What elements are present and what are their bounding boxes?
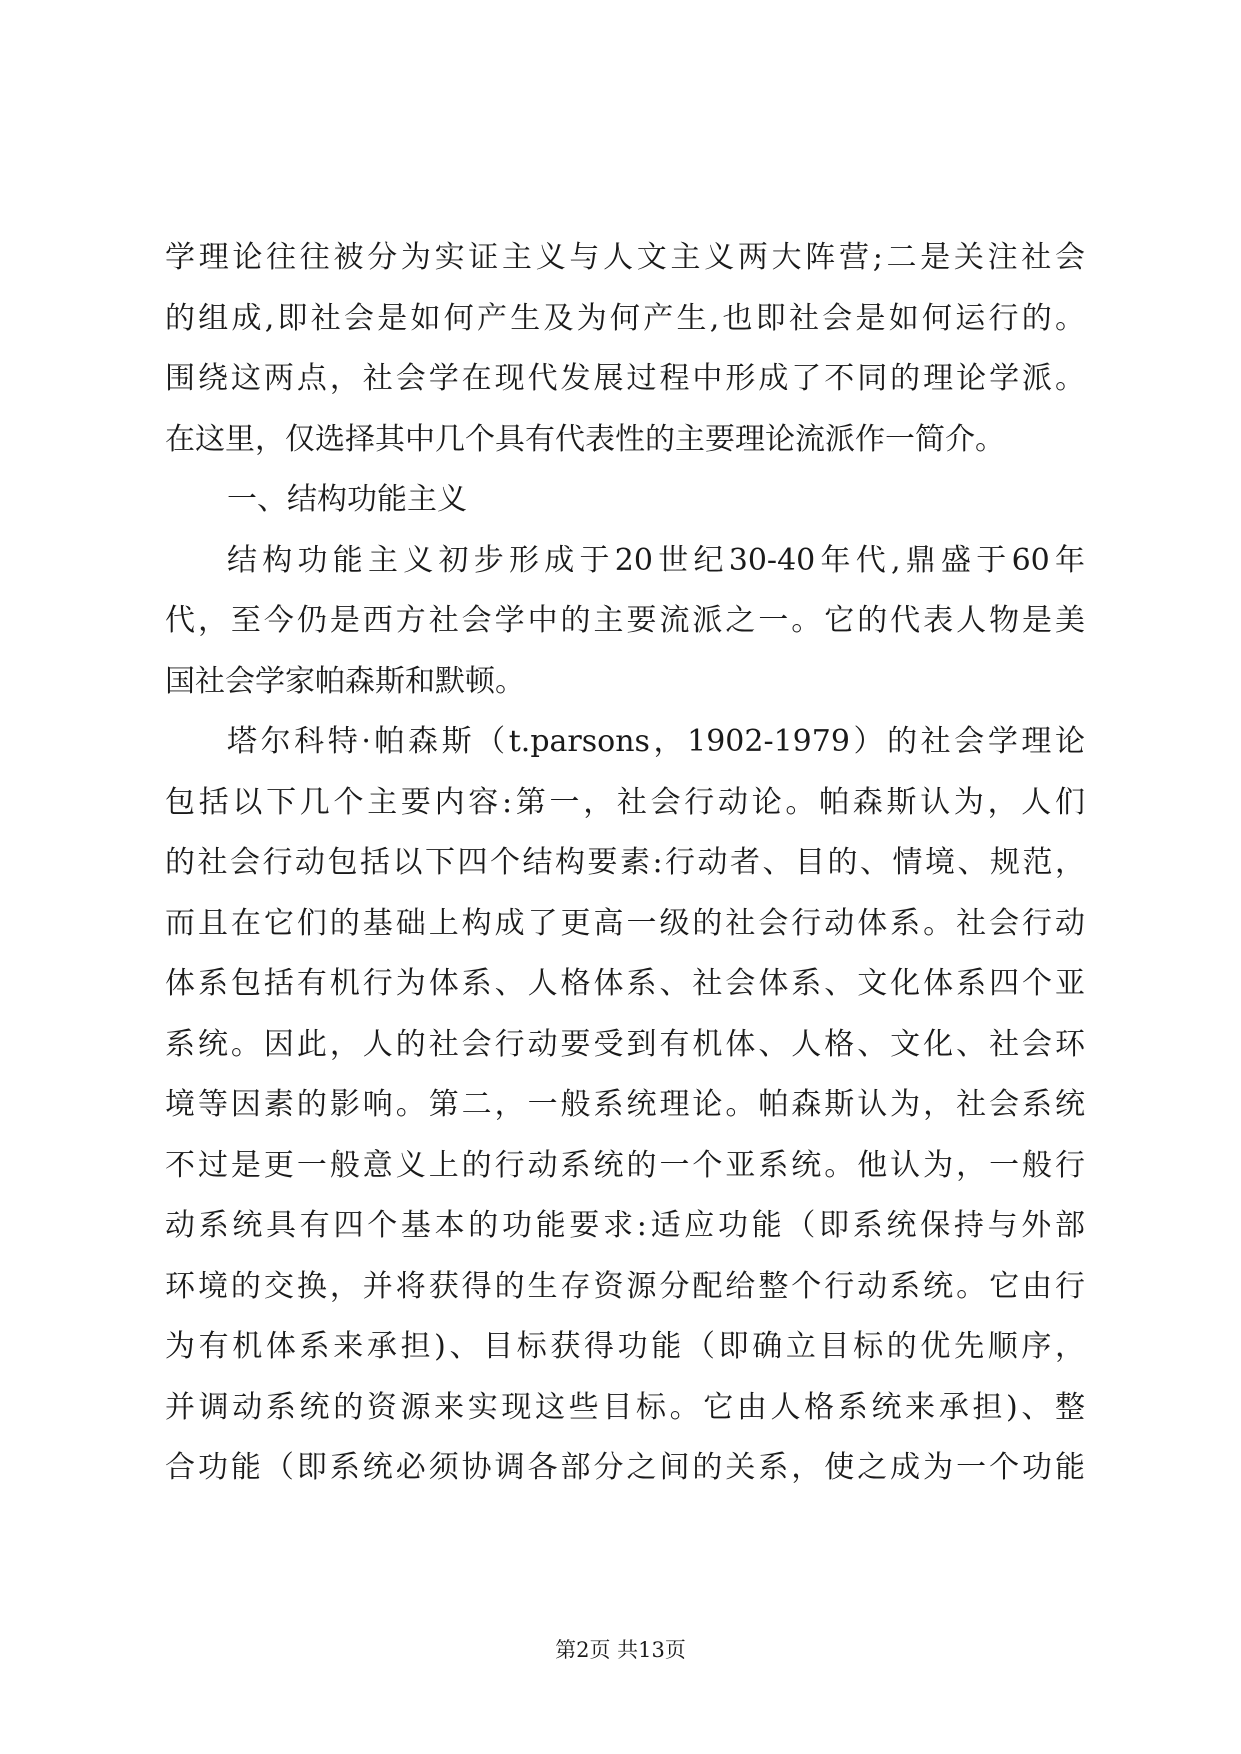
- text-line: 并调动系统的资源来实现这些目标。它由人格系统来承担)、整: [165, 1389, 1085, 1425]
- text-line: 合功能（即系统必须协调各部分之间的关系，使之成为一个功能: [165, 1450, 1085, 1485]
- text-line: 的组成,即社会是如何产生及为何产生,也即社会是如何运行的。: [165, 300, 1085, 336]
- text-line: 不过是更一般意义上的行动系统的一个亚系统。他认为，一般行: [165, 1147, 1085, 1183]
- text-line: 而且在它们的基础上构成了更高一级的社会行动体系。社会行动: [165, 905, 1085, 941]
- text-line: 塔尔科特·帕森斯（t.parsons，1902-1979）的社会学理论: [227, 724, 1085, 759]
- text-line: 系统。因此，人的社会行动要受到有机体、人格、文化、社会环: [165, 1026, 1085, 1062]
- text-line: 为有机体系来承担)、目标获得功能（即确立目标的优先顺序，: [165, 1329, 1085, 1364]
- text-line: 围绕这两点，社会学在现代发展过程中形成了不同的理论学派。: [165, 361, 1085, 396]
- text-line: 环境的交换，并将获得的生存资源分配给整个行动系统。它由行: [165, 1268, 1085, 1304]
- text-line: 一、结构功能主义: [227, 482, 467, 517]
- text-line: 国社会学家帕森斯和默顿。: [165, 663, 525, 699]
- text-line: 体系包括有机行为体系、人格体系、社会体系、文化体系四个亚: [165, 966, 1085, 1001]
- text-line: 包括以下几个主要内容:第一，社会行动论。帕森斯认为，人们: [165, 784, 1085, 820]
- text-line: 代，至今仍是西方社会学中的主要流派之一。它的代表人物是美: [165, 603, 1085, 638]
- text-line: 的社会行动包括以下四个结构要素:行动者、目的、情境、规范，: [165, 845, 1085, 880]
- text-line: 在这里，仅选择其中几个具有代表性的主要理论流派作一简介。: [165, 421, 1005, 457]
- text-line: 学理论往往被分为实证主义与人文主义两大阵营;二是关注社会: [165, 240, 1085, 275]
- text-line: 结构功能主义初步形成于20世纪30-40年代,鼎盛于60年: [227, 542, 1085, 578]
- page-number-footer: 第2页 共13页: [555, 1638, 686, 1662]
- text-line: 动系统具有四个基本的功能要求:适应功能（即系统保持与外部: [165, 1208, 1085, 1243]
- document-body: [165, 228, 1085, 1499]
- text-line: 境等因素的影响。第二，一般系统理论。帕森斯认为，社会系统: [165, 1087, 1085, 1122]
